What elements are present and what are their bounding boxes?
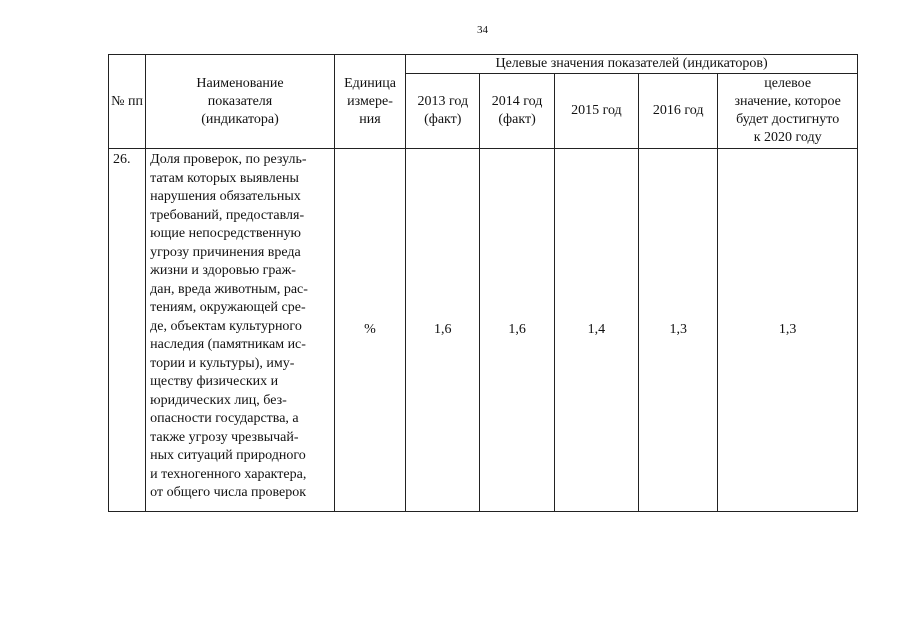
indicator-name-line: ществу физических и (150, 374, 279, 389)
header-2015: 2015 год (554, 74, 638, 149)
indicator-name-line: нарушения обязательных (150, 189, 301, 204)
header-name: Наименование показателя (индикатора) (146, 55, 335, 149)
indicator-name-line: ющие непосредственную (150, 226, 302, 241)
indicator-name-line: тории и культуры), иму- (150, 355, 295, 371)
indicator-name-line: тениям, окружающей сре- (150, 300, 306, 315)
row-number: 26. (109, 149, 146, 512)
table-row (109, 149, 858, 512)
page-number: 34 (477, 24, 488, 36)
indicator-name-line: опасности государства, а (150, 411, 299, 426)
indicator-name-line: и техногенного характера, (150, 466, 307, 482)
header-target-2020: целевое значение, которое будет достигнуто к 2020 году (718, 74, 858, 149)
header-num: № пп (109, 55, 146, 149)
header-2014: 2014 год (факт) (480, 74, 554, 149)
indicator-name-line: де, объектам культурного (150, 318, 302, 334)
indicator-name-line: татам которых выявлены (150, 170, 299, 186)
indicator-name (146, 149, 335, 512)
header-unit: Единица измере-ния (334, 55, 405, 149)
indicator-name-line: требований, предоставля- (150, 207, 305, 223)
value-2013: 1,6 (406, 149, 480, 512)
indicator-name-line: также угрозу чрезвычай- (150, 429, 299, 445)
header-2016: 2016 год (639, 74, 718, 149)
indicator-name-line: жизни и здоровью граж- (150, 263, 296, 278)
indicator-name-line: юридических лиц, без- (150, 392, 287, 408)
value-2015: 1,4 (554, 149, 638, 512)
value-target-2020: 1,3 (718, 149, 858, 512)
header-target-values: Целевые значения показателей (индикаторов) (406, 55, 858, 74)
indicator-name-line: от общего числа проверок (150, 485, 307, 500)
indicator-name-line: дан, вреда животным, рас- (150, 281, 308, 297)
indicator-name-line: угрозу причинения вреда (150, 244, 301, 260)
unit-value: % (334, 149, 405, 512)
indicators-table (108, 54, 858, 512)
indicator-name-line: ных ситуаций природного (150, 448, 306, 463)
indicator-name-line: наследия (памятникам ис- (150, 337, 306, 352)
value-2016: 1,3 (639, 149, 718, 512)
header-2013: 2013 год (факт) (406, 74, 480, 149)
value-2014: 1,6 (480, 149, 554, 512)
indicator-name-line: Доля проверок, по резуль- (150, 152, 307, 167)
